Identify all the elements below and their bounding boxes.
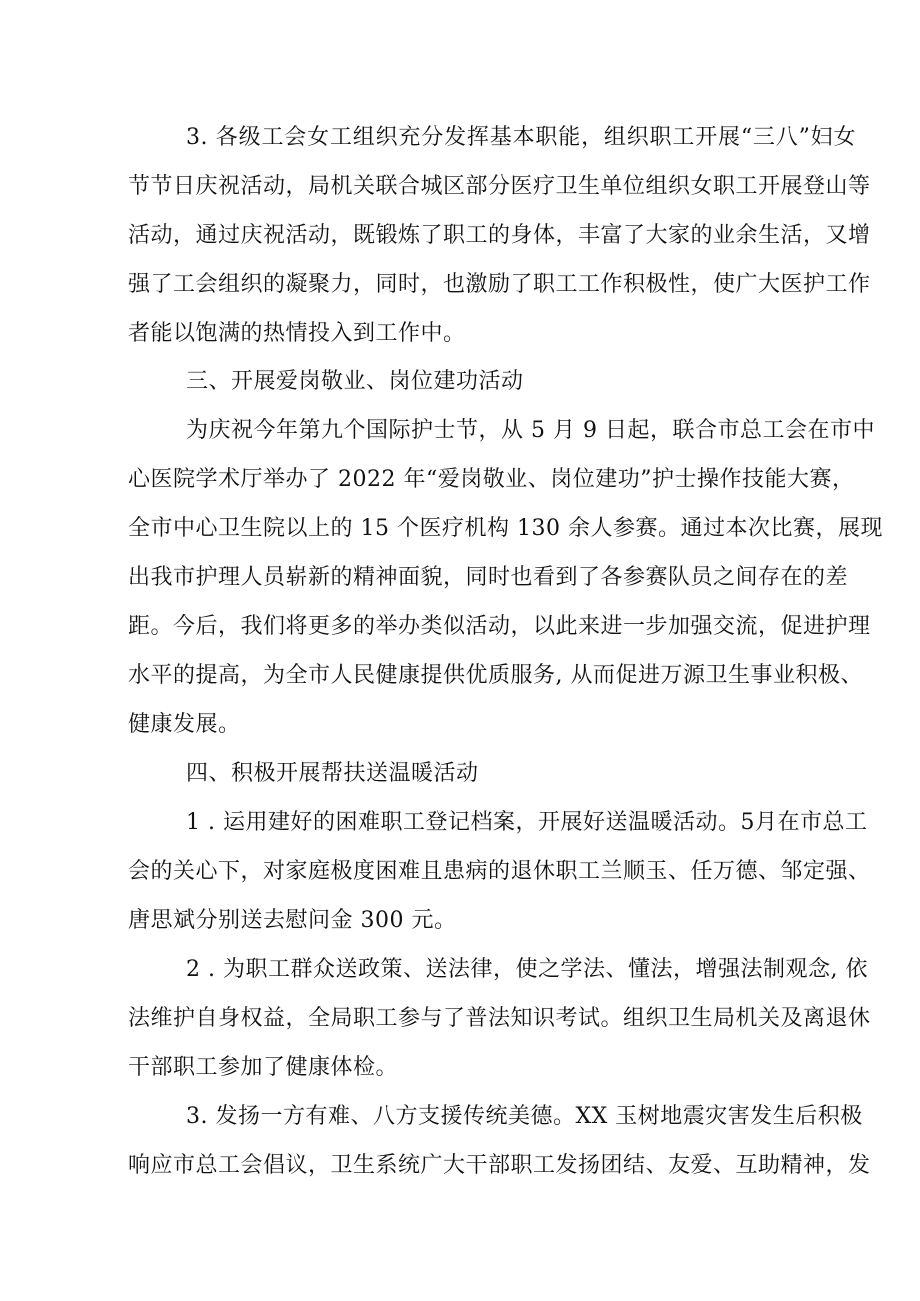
section-heading: 四、积极开展帮扶送温暖活动: [186, 761, 479, 786]
paragraph-line: 会的关心下，对家庭极度困难且患病的退休职工兰顺玉、任万德、邹定强、: [128, 859, 871, 884]
paragraph-line: 1 . 运用建好的困难职工登记档案，开展好送温暖活动。5月在市总工: [186, 810, 868, 835]
paragraph-line: 唐思斌分别送去慰问金 300 元。: [128, 908, 457, 933]
section-heading: 三、开展爱岗敬业、岗位建功活动: [186, 369, 524, 394]
paragraph-line: 3. 各级工会女工组织充分发挥基本职能，组织职工开展“三八”妇女: [186, 125, 856, 150]
paragraph-line: 强了工会组织的凝聚力，同时，也激励了职工工作积极性，使广大医护工作: [128, 272, 871, 297]
paragraph-line: 距。今后，我们将更多的举办类似活动，以此来进一步加强交流，促进护理: [128, 614, 871, 639]
paragraph-line: 活动，通过庆祝活动，既锻炼了职工的身体，丰富了大家的业余生活，又增: [128, 223, 871, 248]
paragraph-line: 出我市护理人员崭新的精神面貌，同时也看到了各参赛队员之间存在的差: [128, 565, 849, 590]
paragraph-line: 2 . 为职工群众送政策、送法律，使之学法、懂法，增强法制观念, 依: [186, 957, 868, 982]
paragraph-line: 节节日庆祝活动，局机关联合城区部分医疗卫生单位组织女职工开展登山等: [128, 174, 871, 199]
paragraph-line: 水平的提高，为全市人民健康提供优质服务, 从而促进万源卫生事业积极、: [128, 663, 863, 688]
paragraph-line: 法维护自身权益，全局职工参与了普法知识考试。组织卫生局机关及离退休: [128, 1006, 871, 1031]
paragraph-line: 全市中心卫生院以上的 15 个医疗机构 130 余人参赛。通过本次比赛，展现: [128, 516, 883, 541]
paragraph-line: 3. 发扬一方有难、八方支援传统美德。XX 玉树地震灾害发生后积极: [186, 1104, 863, 1129]
paragraph-line: 为庆祝今年第九个国际护士节，从 5 月 9 日起，联合市总工会在市中: [186, 418, 875, 443]
paragraph-line: 健康发展。: [128, 712, 241, 737]
paragraph-line: 心医院学术厅举办了 2022 年“爱岗敬业、岗位建功”护士操作技能大赛，: [128, 467, 855, 492]
paragraph-line: 响应市总工会倡议，卫生系统广大干部职工发扬团结、友爱、互助精神，发: [128, 1153, 871, 1178]
paragraph-line: 者能以饱满的热情投入到工作中。: [128, 321, 466, 346]
paragraph-line: 干部职工参加了健康体检。: [128, 1055, 399, 1080]
